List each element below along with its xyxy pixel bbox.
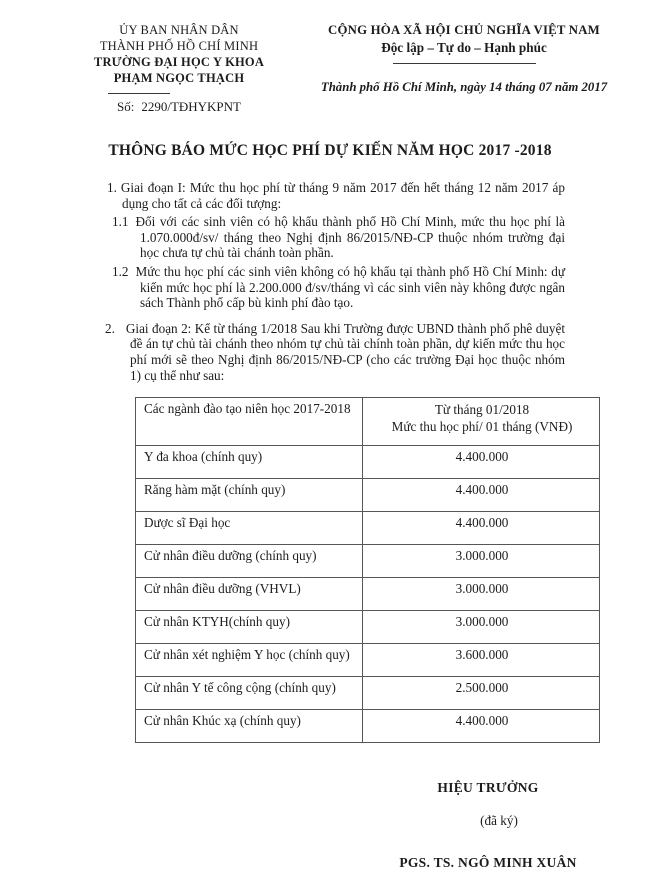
program-name-cell: Cử nhân KTYH(chính quy) [136,611,363,644]
fee-value-cell: 3.000.000 [363,578,600,611]
fee-value-cell: 2.500.000 [363,677,600,710]
column-header-program: Các ngành đào tạo niên học 2017-2018 [136,398,363,446]
item-1-1-text: Đối với các sinh viên có hộ khẩu thành phố Hồ Chí Minh, mức thu học phí là 1.070.000đ/sv/ tháng theo Nghị định 86/2015/NĐ-CP thuộc nhóm trường đại học chưa tự chủ tài chánh toàn phần. [135,214,565,261]
authority-line-2: THÀNH PHỐ HỒ CHÍ MINH [99,39,259,53]
fee-value-cell: 4.400.000 [363,479,600,512]
item-2-text: Giai đoạn 2: Kể từ tháng 1/2018 Sau khi Trường được UBND thành phố phê duyệt đề án tự chủ tài chánh theo nhóm tự chủ tài chính toàn phần, dự kiến mức thu học phí mới sẽ theo Nghị định 86/2015/NĐ-CP (cho các trường Đại học thuộc nhóm 1) cụ thể như sau: [125,320,565,383]
national-motto: Độc lập – Tự do – Hạnh phúc [381,40,547,55]
fee-value-cell: 4.400.000 [363,512,600,545]
item-1-1-number: 1.1 [112,214,129,230]
program-name-cell: Cử nhân Y tế công cộng (chính quy) [136,677,363,710]
program-name-cell: Cử nhân Khúc xạ (chính quy) [136,710,363,743]
paragraph-item-1-1 [100,214,565,261]
fee-value-cell: 4.400.000 [363,446,600,479]
document-body [0,160,660,383]
tuition-fee-table [135,397,600,743]
program-name-cell: Cử nhân xét nghiệm Y học (chính quy) [136,644,363,677]
program-name-cell: Răng hàm mặt (chính quy) [136,479,363,512]
signer-name: PGS. TS. NGÔ MINH XUÂN [399,855,577,871]
document-header [0,0,660,115]
table-row [136,545,600,578]
document-number-value: 2290/TĐHYKPNT [141,99,241,114]
document-title: THÔNG BÁO MỨC HỌC PHÍ DỰ KIẾN NĂM HỌC 2017 -2018 [108,142,552,159]
left-divider-line [108,93,170,94]
table-row [136,644,600,677]
national-motto-block [318,22,610,115]
program-name-cell: Cử nhân điều dưỡng (VHVL) [136,578,363,611]
program-name-cell: Y đa khoa (chính quy) [136,446,363,479]
document-number [60,99,298,115]
table-row [136,677,600,710]
fee-value-cell: 3.600.000 [363,644,600,677]
paragraph-item-1-2 [100,264,565,311]
place-date-line: Thành phố Hồ Chí Minh, ngày 14 tháng 07 năm 2017 [320,80,608,94]
signed-note: (đã ký) [480,813,518,829]
fee-value-cell: 3.000.000 [363,611,600,644]
signer-role: HIỆU TRƯỞNG [437,780,539,796]
table-row [136,611,600,644]
right-divider-line [393,63,536,64]
document-number-label: Số: [116,99,135,114]
column-header-fee [363,398,600,446]
table-row [136,479,600,512]
university-name-line-2: PHẠM NGỌC THẠCH [113,71,245,85]
fee-value-cell: 4.400.000 [363,710,600,743]
table-row [136,446,600,479]
item-1-text: Giai đoạn I: Mức thu học phí từ tháng 9 năm 2017 đến hết tháng 12 năm 2017 áp dụng cho tất cả các đối tượng: [120,180,565,211]
fee-value-cell: 3.000.000 [363,545,600,578]
university-name-line-1: TRƯỜNG ĐẠI HỌC Y KHOA [93,55,265,69]
issuing-authority-block [60,22,298,115]
item-1-number: 1. [107,180,117,195]
country-name: CỘNG HÒA XÃ HỘI CHỦ NGHĨA VIỆT NAM [328,23,600,37]
table-header-row [136,398,600,446]
item-1-2-number: 1.2 [112,263,129,279]
item-1-2-text: Mức thu học phí các sinh viên không có hộ khẩu tại thành phố Hồ Chí Minh: dự kiến mức học phí là 2.200.000 đ/sv/tháng vì các sinh viên này không được ngân sách Thành phố cấp bù kinh phí đào tạo. [135,263,565,311]
signature-block [348,780,628,871]
paragraph-item-2 [100,321,565,383]
item-2-number: 2. [105,320,115,336]
table-row [136,710,600,743]
program-name-cell: Cử nhân điều dưỡng (chính quy) [136,545,363,578]
column-header-fee-line-2: Mức thu học phí/ 01 tháng (VNĐ) [391,419,573,435]
table-row [136,578,600,611]
paragraph-item-1 [100,180,565,211]
authority-line-1: ỦY BAN NHÂN DÂN [119,23,239,37]
column-header-fee-line-1: Từ tháng 01/2018 [434,402,530,418]
program-name-cell: Dược sĩ Đại học [136,512,363,545]
table-row [136,512,600,545]
